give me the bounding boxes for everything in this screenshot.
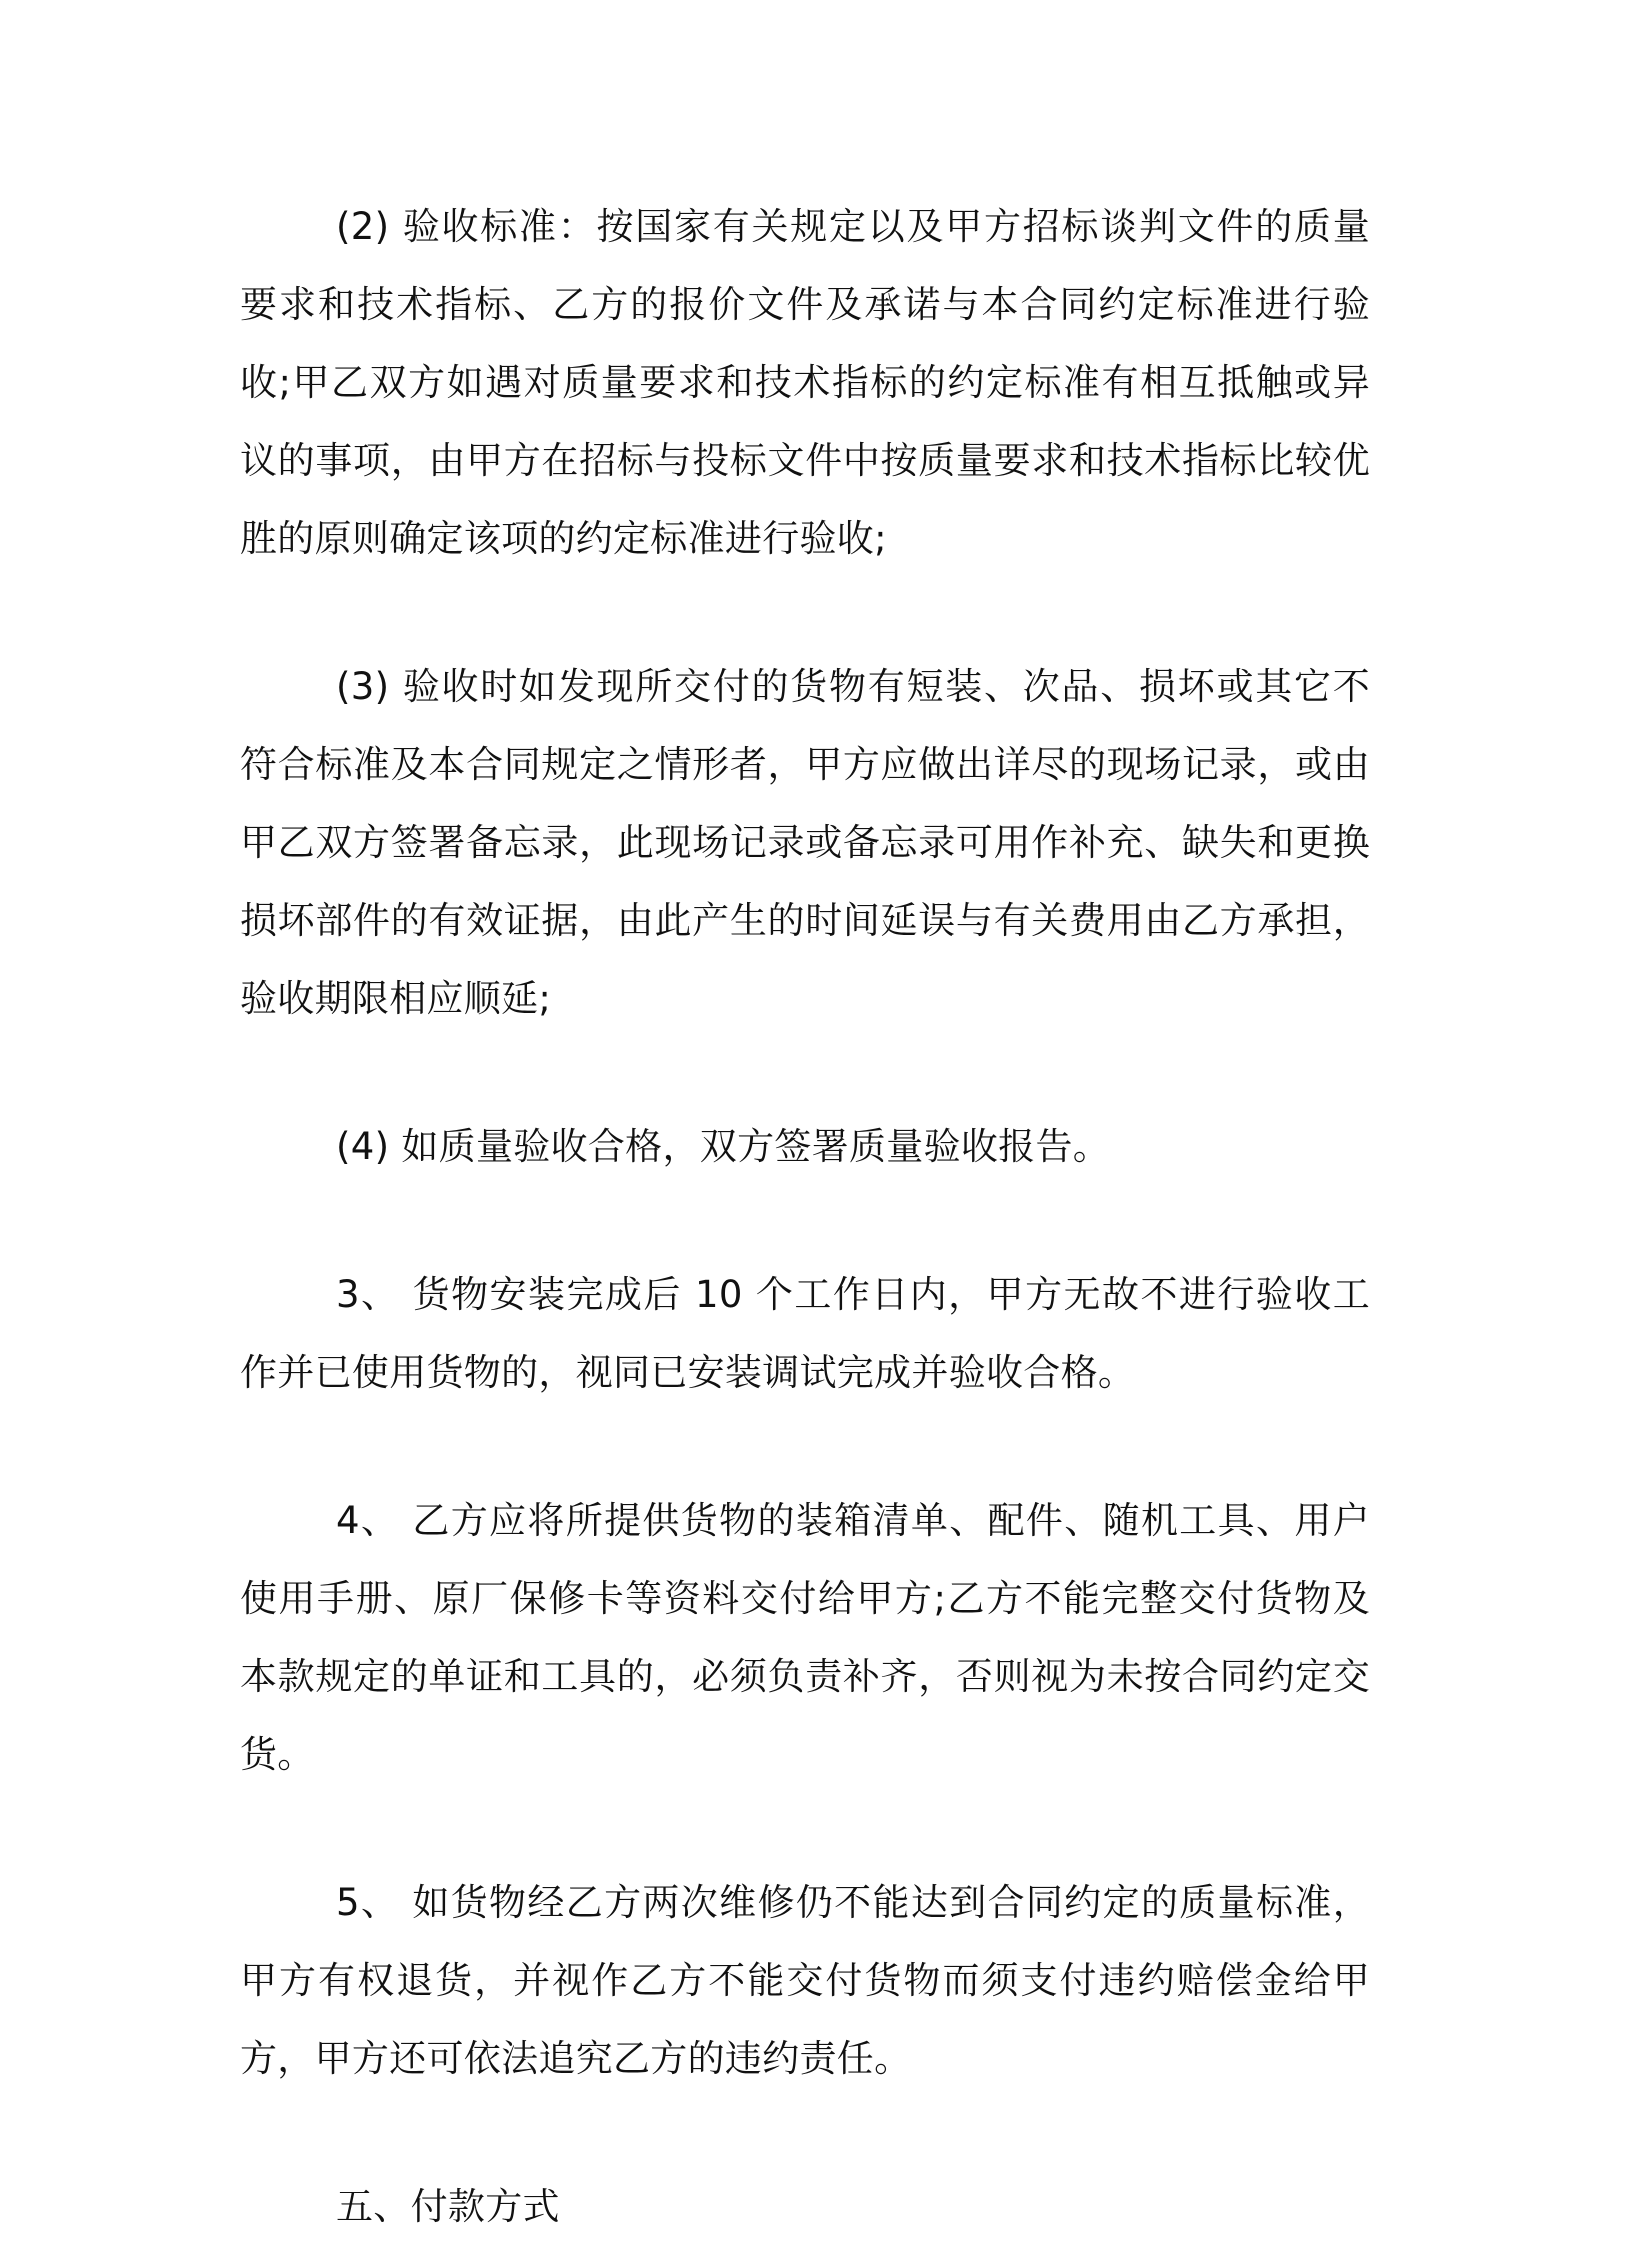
paragraph-clause-3: 3、 货物安装完成后 10 个工作日内，甲方无故不进行验收工作并已使用货物的，视同已安装调试完成并验收合格。 — [240, 1273, 1370, 1394]
paragraph-clause-4: 4、 乙方应将所提供货物的装箱清单、配件、随机工具、用户使用手册、原厂保修卡等资料交付给甲方;乙方不能完整交付货物及本款规定的单证和工具的，必须负责补齐，否则视为未按合同约定交货。 — [240, 1499, 1370, 1776]
section-heading-payment: 五、付款方式 — [336, 2185, 560, 2228]
paragraph-clause-5: 5、 如货物经乙方两次维修仍不能达到合同约定的质量标准，甲方有权退货，并视作乙方不能交付货物而须支付违约赔偿金给甲方，甲方还可依法追究乙方的违约责任。 — [240, 1881, 1370, 2080]
paragraph-acceptance-report: (4) 如质量验收合格，双方签署质量验收报告。 — [336, 1125, 1111, 1168]
document-body — [240, 188, 1370, 2246]
paragraph-defect-handling: (3) 验收时如发现所交付的货物有短装、次品、损坏或其它不符合标准及本合同规定之情形者，甲方应做出详尽的现场记录，或由甲乙双方签署备忘录，此现场记录或备忘录可用作补充、缺失和更换损坏部件的有效证据，由此产生的时间延误与有关费用由乙方承担，验收期限相应顺延; — [240, 665, 1370, 1020]
paragraph-acceptance-standard: (2) 验收标准：按国家有关规定以及甲方招标谈判文件的质量要求和技术指标、乙方的报价文件及承诺与本合同约定标准进行验收;甲乙双方如遇对质量要求和技术指标的约定标准有相互抵触或异议的事项，由甲方在招标与投标文件中按质量要求和技术指标比较优胜的原则确定该项的约定标准进行验收; — [240, 205, 1370, 560]
